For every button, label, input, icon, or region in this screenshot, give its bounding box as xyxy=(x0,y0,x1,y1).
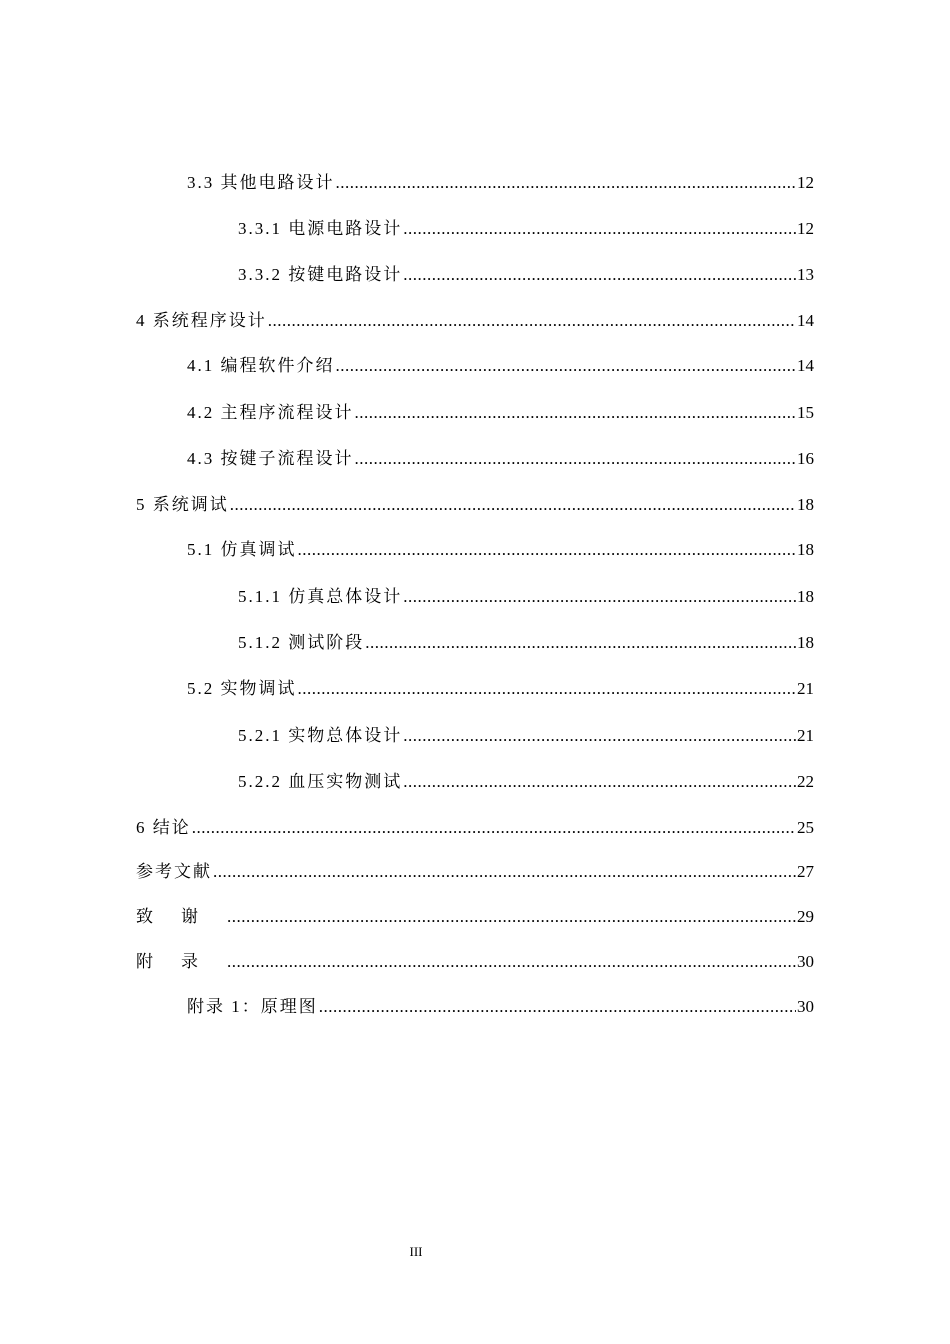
toc-entry-page: 13 xyxy=(797,265,814,284)
toc-entry-title: 致谢 xyxy=(136,907,226,926)
toc-entry[interactable] xyxy=(136,815,814,841)
toc-entry[interactable] xyxy=(187,446,814,472)
toc-dot-leader xyxy=(355,400,797,426)
toc-entry[interactable] xyxy=(136,859,814,885)
toc-dot-leader xyxy=(336,353,797,379)
toc-entry-page: 22 xyxy=(797,772,814,791)
toc-entry-page: 29 xyxy=(797,907,814,926)
toc-entry-title: 附录 1：原理图 xyxy=(187,997,318,1016)
toc-entry[interactable] xyxy=(238,723,814,749)
toc-dot-leader xyxy=(355,446,797,472)
toc-dot-leader xyxy=(192,815,796,841)
toc-entry-title: 6 结论 xyxy=(136,818,191,837)
toc-entry-page: 30 xyxy=(797,997,814,1016)
toc-entry-title: 5.1 仿真调试 xyxy=(187,540,297,559)
toc-entry[interactable] xyxy=(187,170,814,196)
toc-entry-title: 5.2.1 实物总体设计 xyxy=(238,726,403,745)
toc-entry-page: 30 xyxy=(797,952,814,971)
toc-entry[interactable] xyxy=(238,769,814,795)
toc-entry[interactable] xyxy=(238,584,814,610)
toc-entry[interactable] xyxy=(136,492,814,518)
toc-entry-page: 14 xyxy=(797,311,814,330)
toc-entry-page: 12 xyxy=(797,219,814,238)
toc-entry-page: 18 xyxy=(797,540,814,559)
toc-entry-page: 27 xyxy=(797,862,814,881)
toc-entry-page: 25 xyxy=(797,818,814,837)
toc-dot-leader xyxy=(403,216,796,242)
toc-entry-page: 14 xyxy=(797,356,814,375)
toc-dot-leader xyxy=(213,859,796,885)
toc-entry[interactable] xyxy=(187,537,814,563)
page-number: III xyxy=(409,1244,423,1259)
toc-dot-leader xyxy=(230,492,796,518)
toc-entry[interactable] xyxy=(187,994,814,1020)
toc-entry-page: 21 xyxy=(797,679,814,698)
toc-entry-page: 18 xyxy=(797,633,814,652)
toc-entry-title: 5 系统调试 xyxy=(136,495,229,514)
toc-entry-title: 4.2 主程序流程设计 xyxy=(187,403,354,422)
toc-dot-leader xyxy=(403,769,796,795)
toc-entry[interactable] xyxy=(187,400,814,426)
toc-entry-title: 3.3.2 按键电路设计 xyxy=(238,265,403,284)
toc-dot-leader xyxy=(227,904,796,930)
toc-entry[interactable] xyxy=(136,904,814,930)
toc-dot-leader xyxy=(268,308,796,334)
toc-entry-title: 5.2 实物调试 xyxy=(187,679,297,698)
toc-entry-title: 3.3 其他电路设计 xyxy=(187,173,335,192)
toc-entry-title: 5.2.2 血压实物测试 xyxy=(238,772,403,791)
toc-entry-title: 3.3.1 电源电路设计 xyxy=(238,219,403,238)
toc-entry[interactable] xyxy=(238,216,814,242)
toc-dot-leader xyxy=(298,676,797,702)
toc-dot-leader xyxy=(365,630,796,656)
toc-entry-page: 18 xyxy=(797,495,814,514)
toc-entry-title: 5.1.1 仿真总体设计 xyxy=(238,587,403,606)
toc-entry[interactable] xyxy=(187,353,814,379)
toc-entry-title: 4.3 按键子流程设计 xyxy=(187,449,354,468)
toc-dot-leader xyxy=(403,723,796,749)
toc-entry-title: 附录 xyxy=(136,952,226,971)
toc-dot-leader xyxy=(403,262,796,288)
toc-entry-title: 5.1.2 测试阶段 xyxy=(238,633,365,652)
toc-entry-page: 15 xyxy=(797,403,814,422)
toc-entry[interactable] xyxy=(238,630,814,656)
toc-dot-leader xyxy=(319,994,796,1020)
toc-entry[interactable] xyxy=(136,308,814,334)
toc-entry-page: 18 xyxy=(797,587,814,606)
toc-entry-page: 12 xyxy=(797,173,814,192)
toc-entry-page: 16 xyxy=(797,449,814,468)
toc-entry-page: 21 xyxy=(797,726,814,745)
toc-entry[interactable] xyxy=(238,262,814,288)
toc-entry-title: 4.1 编程软件介绍 xyxy=(187,356,335,375)
toc-dot-leader xyxy=(403,584,796,610)
toc-dot-leader xyxy=(298,537,797,563)
toc-dot-leader xyxy=(227,949,796,975)
toc-dot-leader xyxy=(336,170,797,196)
toc-entry-title: 参考文献 xyxy=(136,862,212,881)
toc-entry[interactable] xyxy=(136,949,814,975)
toc-entry[interactable] xyxy=(187,676,814,702)
toc-entry-title: 4 系统程序设计 xyxy=(136,311,267,330)
